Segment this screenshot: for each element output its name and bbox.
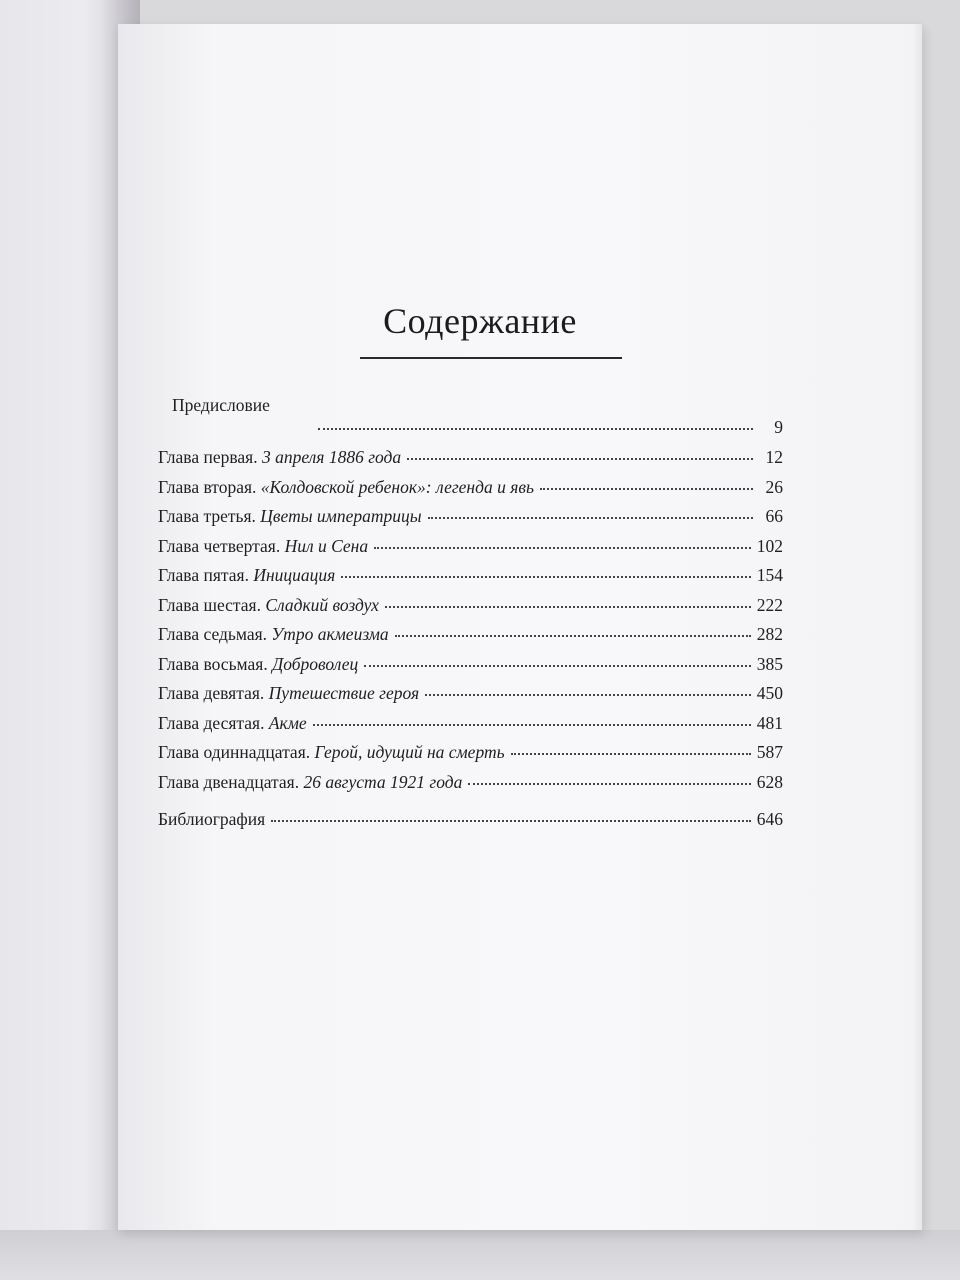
toc-entry-chapter-1 bbox=[158, 447, 783, 477]
toc-entry-chapter-8 bbox=[158, 654, 783, 684]
toc-entry-label: Глава первая. 3 апреля 1886 года bbox=[158, 447, 402, 467]
toc-entry-label: Глава шестая. Сладкий воздух bbox=[158, 594, 379, 615]
table-surface bbox=[0, 1230, 960, 1280]
toc-entry-label: Глава пятая. Инициация bbox=[158, 565, 336, 585]
toc-entry-chapter-12 bbox=[158, 772, 783, 802]
toc-page-number: 26 bbox=[765, 476, 783, 497]
toc-page-number: 385 bbox=[756, 653, 783, 674]
toc-page-number: 587 bbox=[756, 742, 783, 762]
dot-leader bbox=[318, 428, 753, 430]
toc-entry-label: Глава одиннадцатая. Герой, идущий на смерть bbox=[158, 742, 505, 762]
toc-entry-label: Глава восьмая. Доброволец bbox=[158, 653, 359, 674]
toc-page-number: 481 bbox=[756, 712, 783, 733]
page-edge bbox=[912, 24, 922, 1230]
dot-leader bbox=[395, 635, 751, 637]
dot-leader bbox=[341, 576, 750, 578]
dot-leader bbox=[364, 665, 750, 667]
toc-entry-bibliography bbox=[158, 809, 783, 839]
toc-page-number: 12 bbox=[765, 447, 783, 467]
dot-leader bbox=[425, 694, 751, 696]
toc-page-number: 222 bbox=[756, 594, 783, 615]
toc-page-number: 66 bbox=[765, 506, 783, 526]
toc-entry-label: Глава двенадцатая. 26 августа 1921 года bbox=[158, 771, 463, 792]
toc-entry-chapter-10 bbox=[158, 713, 783, 743]
dot-leader bbox=[468, 783, 750, 785]
toc-entry-chapter-6 bbox=[158, 595, 783, 625]
dot-leader bbox=[540, 488, 753, 490]
page-title: Содержание bbox=[383, 301, 577, 341]
toc-entry-label: Глава седьмая. Утро акмеизма bbox=[158, 624, 389, 644]
toc-entry-chapter-11 bbox=[158, 742, 783, 772]
toc-page-number: 102 bbox=[756, 535, 783, 556]
toc-page-number: 154 bbox=[756, 565, 783, 585]
toc-entry-chapter-7 bbox=[158, 624, 783, 654]
table-of-contents bbox=[158, 395, 783, 839]
toc-entry-label: Глава вторая. «Колдовской ребенок»: легенда и явь bbox=[158, 476, 534, 497]
toc-entry-label: Глава четвертая. Нил и Сена bbox=[158, 535, 369, 556]
toc-page-number: 450 bbox=[756, 683, 783, 703]
toc-entry-chapter-3 bbox=[158, 506, 783, 536]
toc-page-number: 646 bbox=[756, 809, 783, 829]
dot-leader bbox=[271, 820, 751, 822]
toc-entry-label: Глава третья. Цветы императрицы bbox=[158, 506, 422, 526]
toc-page-number: 282 bbox=[756, 624, 783, 644]
toc-entry-chapter-4 bbox=[158, 536, 783, 566]
dot-leader bbox=[428, 517, 753, 519]
toc-entry-preface bbox=[158, 395, 783, 417]
dot-leader bbox=[374, 547, 751, 549]
toc-page-number: 9 bbox=[774, 417, 783, 437]
dot-leader bbox=[407, 458, 753, 460]
dot-leader bbox=[313, 724, 751, 726]
dot-leader bbox=[385, 606, 751, 608]
title-underline bbox=[360, 357, 622, 359]
toc-entry-label: Библиография bbox=[158, 809, 266, 829]
toc-entry-label: Предисловие bbox=[172, 395, 270, 415]
toc-entry-preface-leader bbox=[158, 417, 783, 447]
toc-entry-chapter-2 bbox=[158, 477, 783, 507]
dot-leader bbox=[511, 753, 751, 755]
toc-page-number: 628 bbox=[756, 771, 783, 792]
toc-entry-chapter-9 bbox=[158, 683, 783, 713]
toc-entry-label: Глава девятая. Путешествие героя bbox=[158, 683, 420, 703]
toc-entry-chapter-5 bbox=[158, 565, 783, 595]
toc-entry-label: Глава десятая. Акме bbox=[158, 712, 307, 733]
